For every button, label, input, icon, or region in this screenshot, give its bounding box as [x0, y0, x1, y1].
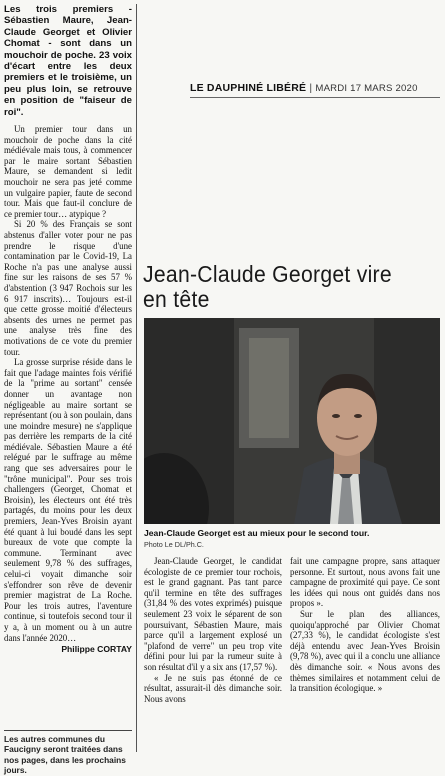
left-column	[4, 4, 132, 654]
photo-caption: Jean-Claude Georget est au mieux pour le second tour.	[144, 528, 370, 538]
paragraph: « Je ne suis pas étonné de ce résultat, assurait-il dès dimanche soir. Nous avons	[144, 672, 282, 704]
right-column	[290, 556, 440, 694]
paragraph: Jean-Claude Georget, le candidat écologiste de ce premier tour rochois, est le grand gagnant. Pas tant parce qu'il termine en tête des suffrages (31,84 % des votes exprimés) puisque seulement 23 voix le séparent de son poursuivant, Sébastien Maure, mais parce qu'il a largement explosé un "plafond de verre" un peu trop vite défini pour lui par la rumeur suite à son résultat d'il y a six ans (17,57 %).	[144, 556, 282, 672]
headline: Jean-Claude Georget vire en tête	[143, 261, 392, 312]
author-signature: Philippe CORTAY	[61, 644, 132, 655]
footer-note: Les autres communes du Faucigny seront traitées dans nos pages, dans les prochains jours.	[4, 730, 132, 776]
article-lead: Les trois premiers - Sébastien Maure, Jean-Claude Georget et Olivier Chomat - sont dans un mouchoir de poche. 23 voix d'écart entre les deux premiers et le troisième, un peu plus loin, se retrouve en position de "faiseur de roi".	[4, 4, 132, 118]
paragraph: La grosse surprise réside dans le fait que l'adage maintes fois vérifié de la "prime au sortant" censée donner un avantage non négligeable au maire sortant se représentant (ou à son poulain, dans une moindre mesure) ne s'applique pas derrière les remparts de la cité médiévale. Sébastien Maure a été relégué par le suffrage au même rang que ses adversaires pour le "trône municipal". Pour ses trois challengers (Georget, Chomat et Broisin), les électeurs ont été très partagés, du moins pour les deux premiers, Jean-Yves Broisin ayant été quant à lui boudé dans les sept bureaux de vote que compte la commune. Terminant avec seulement 9,78 % des suffrages, celui-ci voyait dimanche soir s'effondrer son rêve de devenir premier magistrat de La Roche. Pour les trois autres, l'aventure continue, si toutefois second tour il y a, à un moment ou à un autre dans l'année 2020…	[4, 357, 132, 643]
paragraph: Sur le plan des alliances, quoiqu'approché par Olivier Chomat (27,33 %), le candidat écologiste s'est déjà entendu avec Jean-Yves Broisin (9,78 %), avec qui il a conclu une alliance dès dimanche soir. « Nous avons des thèmes similaires et notamment celui de la transition écologique. »	[290, 608, 440, 694]
portrait-photo	[144, 318, 440, 524]
portrait-illustration	[144, 318, 440, 524]
paragraph: Un premier tour dans un mouchoir de poche dans la cité médiévale mais tous, à commencer par le maire sortant Sébastien Maure, se demandent si ledit mouchoir ne sera pas jeté comme un vulgaire papier, faute de second tour. Mais que faut-il conclure de ce premier tour… atypique ?	[4, 124, 132, 219]
masthead-rule	[190, 97, 440, 98]
paragraph: Si 20 % des Français se sont abstenus d'aller voter pour ne pas prendre le risque d'une contamination par le Covid-19, La Roche n'a pas une analyse aussi fine sur les raisons de ses 57 % d'abstention (3 947 Rochois sur les 6 917 inscrits)… Toujours est-il que cette grosse moitié d'électeurs absents des urnes ne permet pas une analyse très fine des motivations de ce vote du premier tour.	[4, 219, 132, 357]
column-divider	[136, 4, 137, 752]
newspaper-name: LE DAUPHINÉ LIBÉRÉ	[190, 82, 307, 94]
masthead	[190, 82, 440, 94]
issue-date: MARDI 17 MARS 2020	[315, 83, 418, 94]
paragraph: fait une campagne propre, sans attaquer personne. Et surtout, nous avons fait une campagne de proximité qui paye. Ce sont les idées qui nous ont guidés dans nos propos ».	[290, 556, 440, 609]
masthead-separator: |	[309, 82, 316, 94]
photo-credit: Photo Le DL/Ph.C.	[144, 540, 204, 549]
middle-column	[144, 556, 282, 704]
